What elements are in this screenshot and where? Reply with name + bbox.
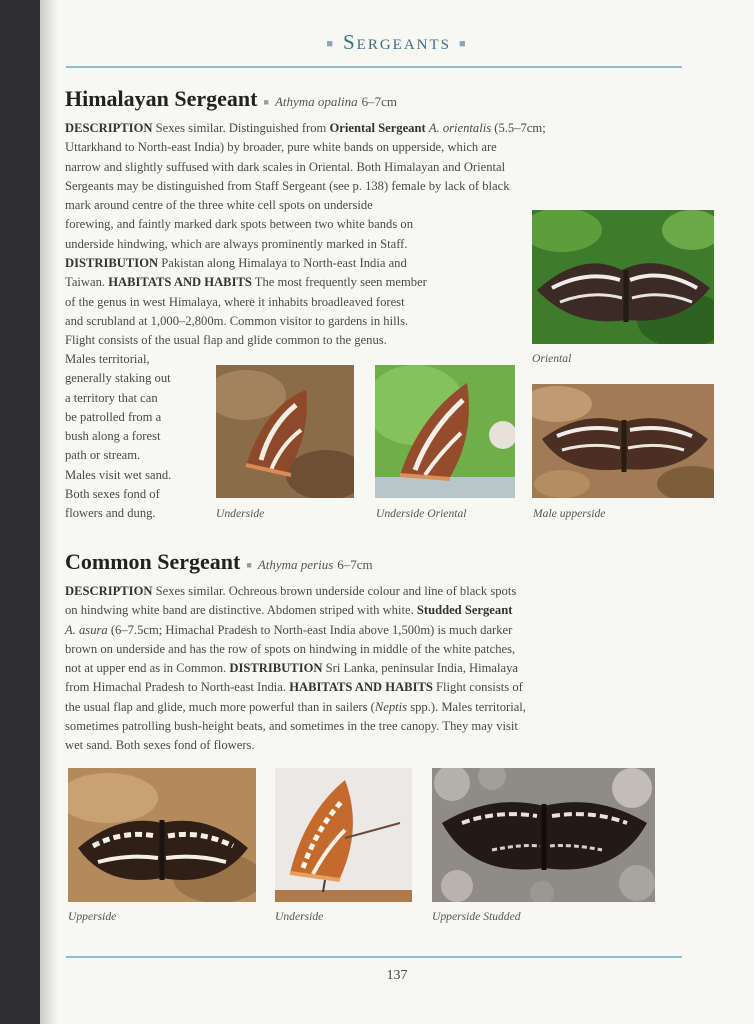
caption-underside-oriental: Underside Oriental: [376, 507, 467, 520]
footer-rule: [66, 956, 682, 958]
text-run: spp.). Males territorial,: [407, 699, 526, 714]
text-line: [65, 659, 526, 678]
binding-shadow: [40, 0, 58, 1024]
text-line: generally staking out: [65, 371, 171, 386]
header-rule: [66, 66, 682, 68]
text-run: and scrubland at 1,000–2,800m. Common visitor to gardens in hills.: [65, 313, 409, 328]
text-run: Pakistan along Himalaya to North-east India and: [158, 256, 407, 271]
text-run: not at upper end as in Common.: [65, 661, 230, 676]
caption-underside: Underside: [216, 507, 265, 520]
photo-male-upperside: [532, 384, 714, 498]
text-run: narrow and slightly suffused with dark scales in Oriental. Both Himalayan and Oriental: [65, 159, 506, 174]
bold-term: Oriental Sergeant: [329, 121, 426, 135]
photo-underside-common: [275, 768, 412, 902]
text-run: Sergeants may be distinguished from Staff Sergeant (see p. 138) female by lack of black: [65, 178, 510, 193]
text-run: of the genus in west Himalaya, where it inhabits broadleaved forest: [65, 294, 405, 309]
text-run: underside hindwing, which are always prominently marked in Staff.: [65, 236, 408, 251]
text-run: brown on underside and has the row of spots on hindwing in middle of the white patches,: [65, 641, 516, 656]
text-line: [65, 678, 526, 697]
text-run: the usual flap and glide, much more powerful than in sailers (: [65, 699, 375, 714]
text-run: mark around centre of the three white cell spots on underside: [65, 198, 373, 213]
text-line: [65, 273, 546, 292]
photo-upperside: [68, 768, 256, 902]
text-run: Sexes similar. Ochreous brown underside colour and line of black spots: [152, 584, 517, 598]
bold-term: Studded Sergeant: [416, 603, 513, 618]
bold-term: DESCRIPTION: [65, 121, 153, 135]
text-line: [65, 196, 546, 215]
text-run: forewing, and faintly marked dark spots between two white bands on: [65, 217, 413, 232]
bold-term: DISTRIBUTION: [65, 256, 159, 271]
bold-term: DISTRIBUTION: [229, 661, 323, 676]
text-run: Uttarkhand to North-east India) by broader, pure white bands on upperside, which are: [65, 140, 497, 155]
bold-term: HABITATS AND HABITS: [289, 680, 433, 695]
text-line: bush along a forest: [65, 429, 161, 444]
species2-size: 6–7cm: [337, 557, 373, 572]
text-run: Sri Lanka, peninsular India, Himalaya: [322, 661, 518, 676]
text-run: wet sand. Both sexes fond of flowers.: [65, 738, 255, 753]
text-line: [65, 331, 546, 350]
species1-description: [65, 119, 546, 351]
text-line: [65, 254, 546, 273]
bold-term: HABITATS AND HABITS: [108, 275, 252, 290]
text-line: path or stream.: [65, 448, 141, 463]
text-run: (5.5–7cm;: [491, 121, 546, 135]
text-run: A. asura: [65, 622, 108, 637]
photo-upperside-studded: [432, 768, 655, 902]
text-run: A. orientalis: [428, 121, 492, 135]
photo-oriental: [532, 210, 714, 344]
section-title: Sergeants: [342, 30, 451, 54]
text-line: flowers and dung.: [65, 506, 156, 521]
text-run: from Himachal Pradesh to North-east India.: [65, 680, 290, 695]
bold-term: DESCRIPTION: [65, 584, 153, 598]
text-run: Sexes similar. Distinguished from: [152, 121, 330, 135]
text-line: [65, 293, 546, 312]
text-line: [65, 640, 526, 659]
caption-oriental: Oriental: [532, 352, 572, 365]
text-line: [65, 235, 546, 254]
text-line: [65, 215, 546, 234]
text-line: [65, 158, 546, 177]
text-line: [65, 717, 526, 736]
text-line: [65, 312, 546, 331]
species2-name: Common Sergeant: [65, 549, 241, 574]
text-line: a territory that can: [65, 390, 158, 405]
caption-male-upperside: Male upperside: [533, 507, 606, 520]
caption-upperside-studded: Upperside Studded: [432, 910, 521, 923]
text-line: [65, 621, 526, 640]
text-line: [65, 736, 526, 755]
caption-upperside: Upperside: [68, 910, 117, 923]
species2-description: [65, 582, 526, 756]
section-header: [40, 30, 754, 55]
text-line: Males territorial,: [65, 352, 150, 366]
species1-latin: Athyma opalina: [274, 94, 358, 109]
text-line: [65, 119, 546, 138]
caption-underside-common: Underside: [275, 910, 324, 923]
text-run: Taiwan.: [65, 275, 109, 290]
text-run: Neptis: [374, 699, 408, 714]
heading-square: ■: [263, 97, 269, 108]
text-run: The most frequently seen member: [251, 275, 427, 290]
text-line: [65, 177, 546, 196]
text-line: Both sexes fond of: [65, 487, 160, 502]
text-line: [65, 601, 526, 620]
header-square-right: ■: [459, 38, 468, 51]
text-line: [65, 138, 546, 157]
header-square-left: ■: [326, 38, 335, 51]
text-run: Flight consists of the usual flap and glide common to the genus.: [65, 333, 387, 348]
heading-square: ■: [246, 560, 252, 571]
species2-latin: Athyma perius: [257, 557, 334, 572]
book-page: [40, 0, 754, 1024]
text-run: on hindwing white band are distinctive. Abdomen striped with white.: [65, 603, 417, 618]
text-run: Flight consists of: [432, 680, 523, 695]
species1-heading: [65, 86, 397, 112]
text-line: [65, 698, 526, 717]
text-run: (6–7.5cm; Himachal Pradesh to North-east India above 1,500m) is much darker: [107, 622, 513, 637]
species1-size: 6–7cm: [361, 94, 398, 109]
species1-side-text: [65, 350, 171, 524]
text-line: [65, 582, 526, 601]
page-number: 137: [386, 968, 408, 983]
photo-underside: [216, 365, 354, 498]
text-line: be patrolled from a: [65, 409, 162, 424]
species2-heading: [65, 549, 373, 575]
photo-underside-oriental: [375, 365, 515, 498]
text-run: sometimes patrolling bush-height beats, and sometimes in the tree canopy. They may visit: [65, 719, 518, 734]
species1-name: Himalayan Sergeant: [65, 86, 258, 111]
text-line: Males visit wet sand.: [65, 467, 172, 482]
